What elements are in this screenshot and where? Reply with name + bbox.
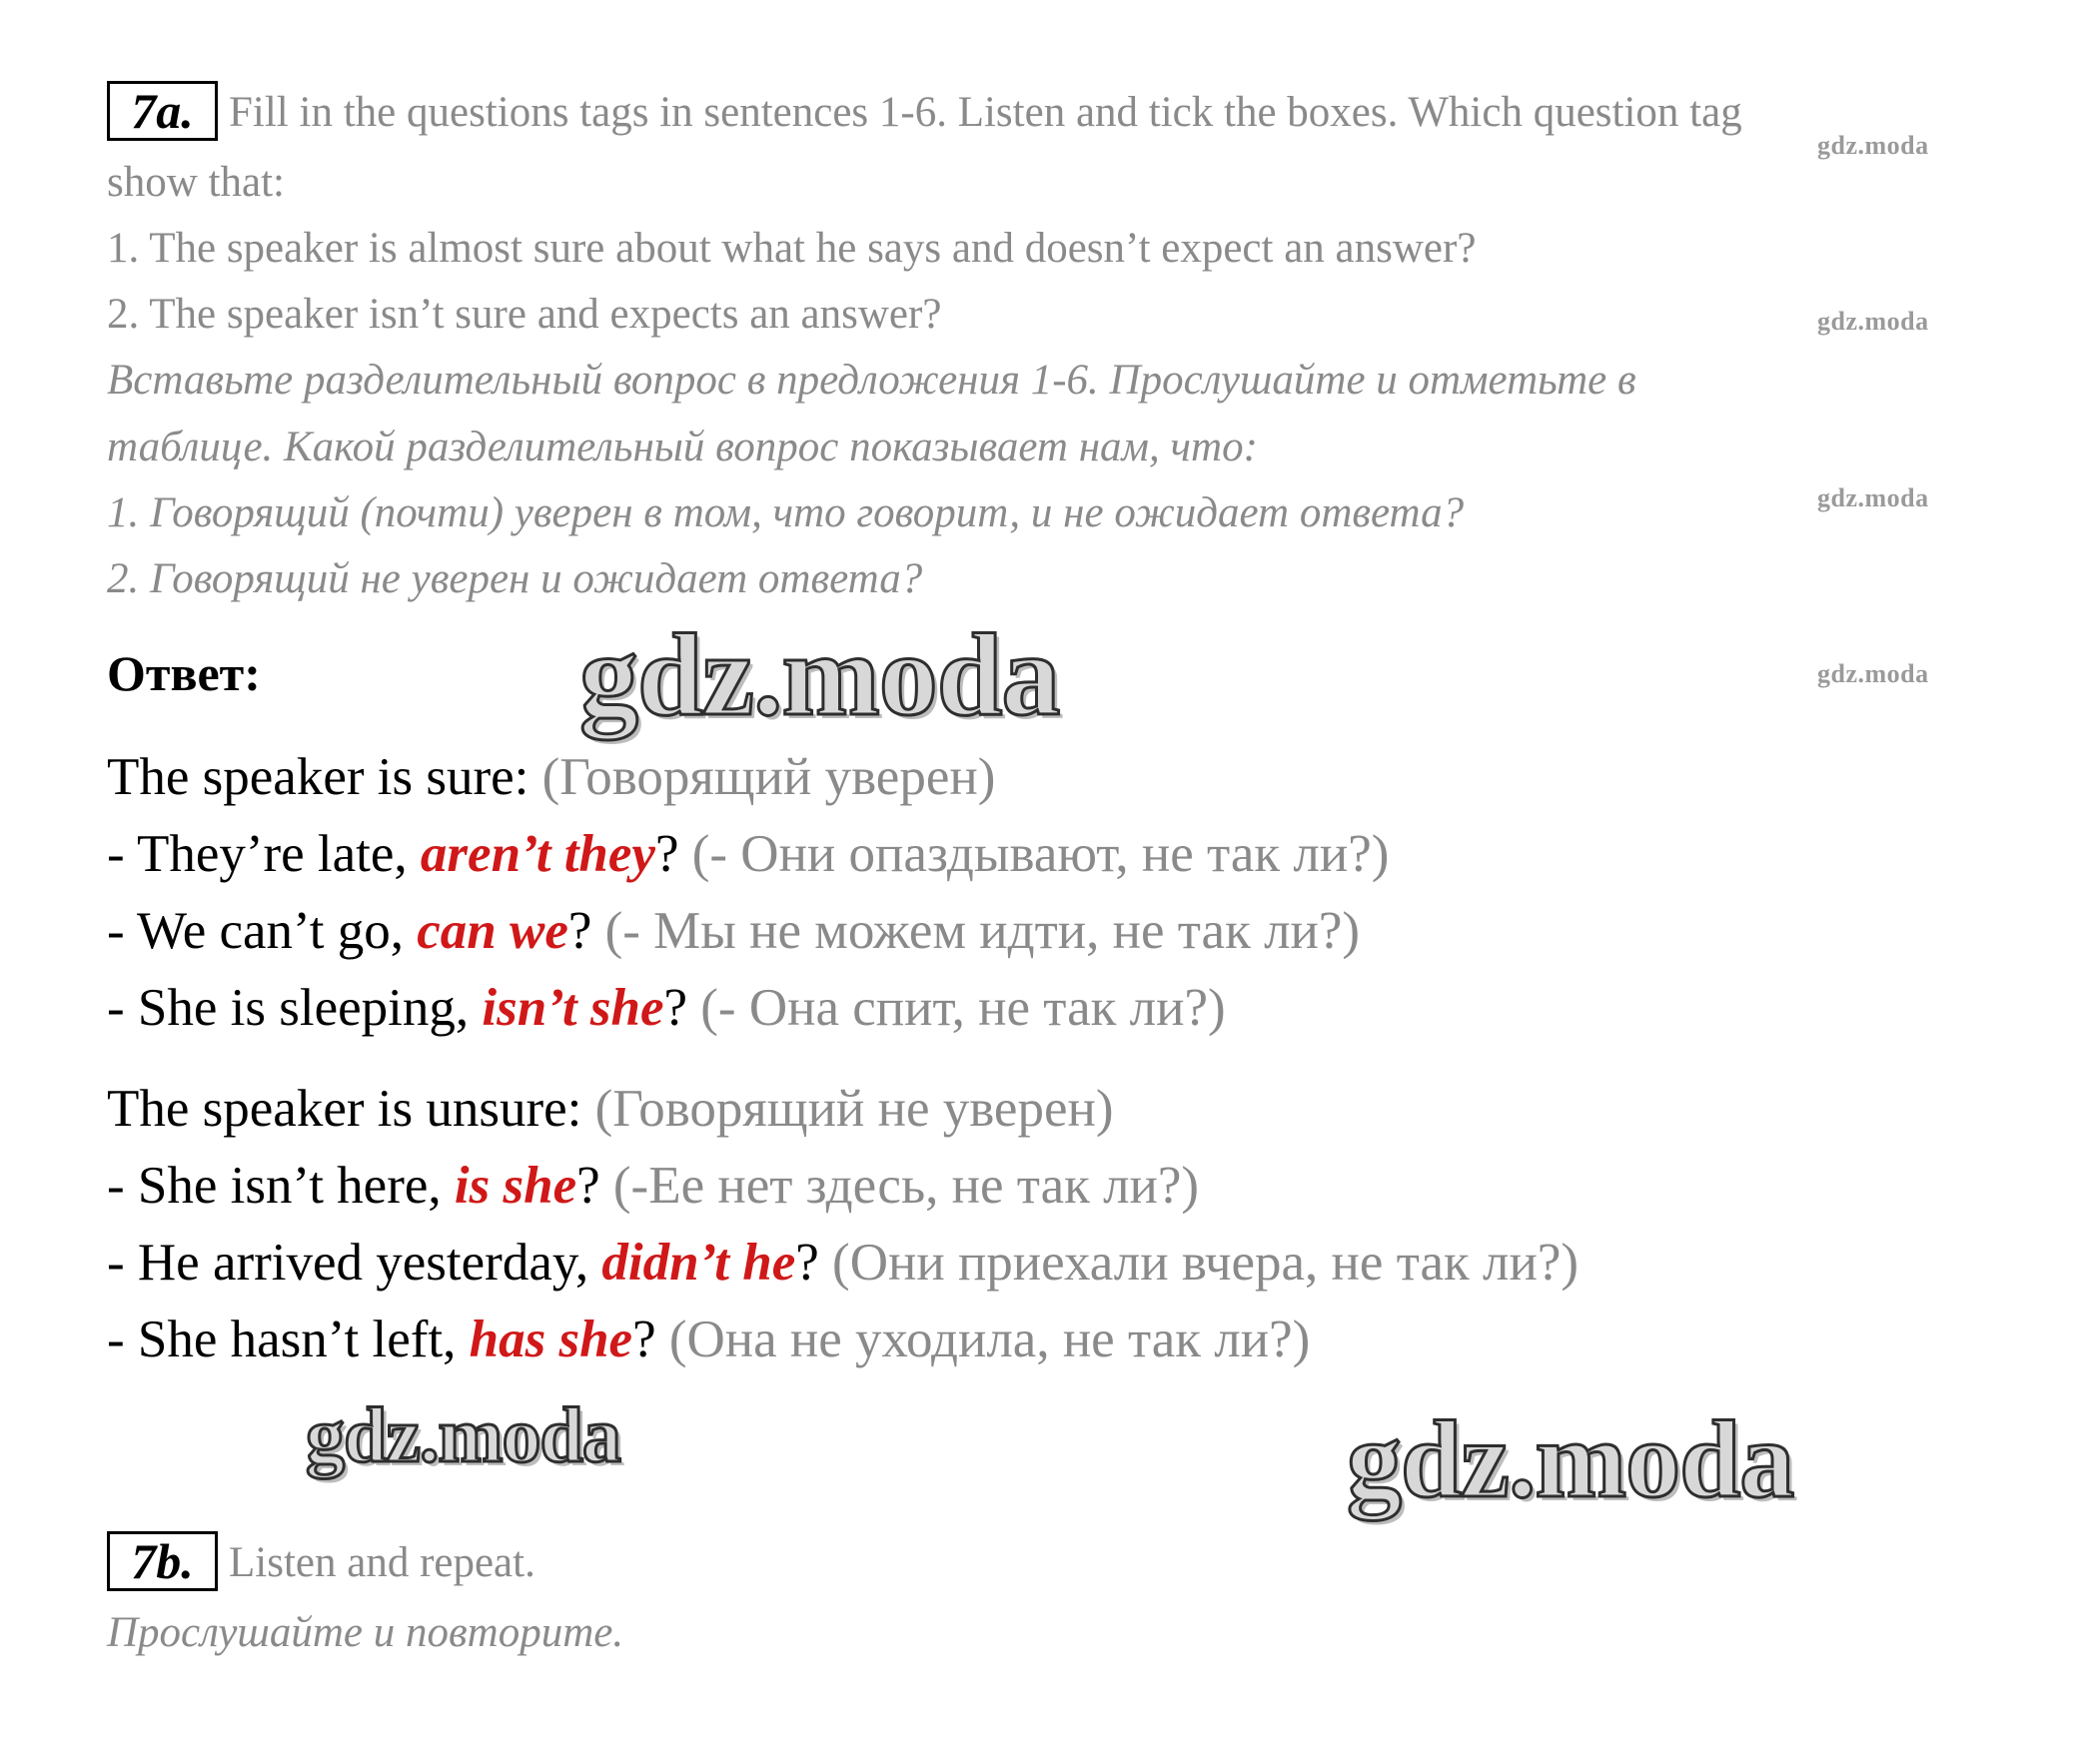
exercise-7a-task-line1: Fill in the questions tags in sentences 1-6. Listen and tick the boxes. Which question tag — [229, 89, 1742, 136]
list-item — [107, 824, 1389, 884]
question-tag: aren’t they — [420, 825, 655, 883]
exercise-7a-ru-line1: Вставьте разделительный вопрос в предложения 1-6. Прослушайте и отметьте в — [107, 357, 1636, 404]
question-mark: ? — [663, 979, 688, 1037]
question-mark: ? — [567, 902, 592, 960]
list-item — [107, 1233, 1578, 1293]
question-mark: ? — [576, 1157, 600, 1215]
unsure-title: The speaker is unsure: — [107, 1080, 582, 1138]
exercise-7a-question-2: 2. The speaker isn’t sure and expects an answer? — [107, 291, 942, 338]
watermark-small: gdz.moda — [1817, 483, 1929, 512]
watermark-small: gdz.moda — [1817, 659, 1929, 688]
sentence-translation: (Они приехали вчера, не так ли?) — [818, 1234, 1579, 1292]
exercise-7a-task-line2: show that: — [107, 159, 285, 206]
question-mark: ? — [654, 825, 679, 883]
exercise-7a-ru-line2: таблице. Какой разделительный вопрос показывает нам, что: — [107, 424, 1258, 470]
sure-title: The speaker is sure: — [107, 748, 529, 806]
sentence-translation: (- Она спит, не так ли?) — [687, 979, 1226, 1037]
question-tag: is she — [454, 1157, 577, 1215]
list-item — [107, 978, 1226, 1038]
sentence-text: - He arrived yesterday, — [107, 1234, 602, 1292]
watermark-large: gdz.moda — [1347, 1398, 1794, 1520]
question-tag: didn’t he — [601, 1234, 796, 1292]
sentence-text: - She is sleeping, — [107, 979, 483, 1037]
sentence-text: - They’re late, — [107, 825, 421, 883]
question-tag: has she — [469, 1311, 633, 1368]
exercise-7a-question-1: 1. The speaker is almost sure about what he says and doesn’t expect an answer? — [107, 225, 1477, 272]
sentence-text: - We can’t go, — [107, 902, 418, 960]
sure-section-title — [107, 747, 995, 807]
question-mark: ? — [632, 1311, 656, 1368]
list-item — [107, 1156, 1199, 1216]
exercise-7b-label: 7b. — [107, 1531, 218, 1591]
sentence-text: - She hasn’t left, — [107, 1311, 470, 1368]
unsure-title-translation: (Говорящий не уверен) — [594, 1080, 1114, 1138]
exercise-7b-ru: Прослушайте и повторите. — [107, 1609, 624, 1656]
exercise-7a-ru-question-2: 2. Говорящий не уверен и ожидает ответа? — [107, 555, 923, 602]
exercise-7a-label: 7a. — [107, 81, 218, 141]
unsure-section-title — [107, 1079, 1114, 1139]
question-mark: ? — [795, 1234, 819, 1292]
sentence-translation: (Она не уходила, не так ли?) — [655, 1311, 1311, 1368]
question-tag: can we — [417, 902, 568, 960]
exercise-7a-ru-question-1: 1. Говорящий (почти) уверен в том, что говорит, и не ожидает ответа? — [107, 489, 1465, 536]
list-item — [107, 1310, 1310, 1369]
answer-heading: Ответ: — [107, 645, 261, 701]
question-tag: isn’t she — [482, 979, 664, 1037]
sentence-text: - She isn’t here, — [107, 1157, 455, 1215]
sentence-translation: (-Ее нет здесь, не так ли?) — [599, 1157, 1200, 1215]
exercise-7b-task: Listen and repeat. — [229, 1539, 535, 1586]
watermark-small: gdz.moda — [1817, 307, 1929, 336]
watermark-large: gdz.moda — [579, 609, 1060, 740]
sentence-translation: (- Мы не можем идти, не так ли?) — [591, 902, 1361, 960]
sentence-translation: (- Они опаздывают, не так ли?) — [678, 825, 1390, 883]
list-item — [107, 901, 1360, 961]
watermark-small: gdz.moda — [1817, 131, 1929, 160]
watermark-large: gdz.moda — [306, 1391, 620, 1478]
sure-title-translation: (Говорящий уверен) — [541, 748, 996, 806]
